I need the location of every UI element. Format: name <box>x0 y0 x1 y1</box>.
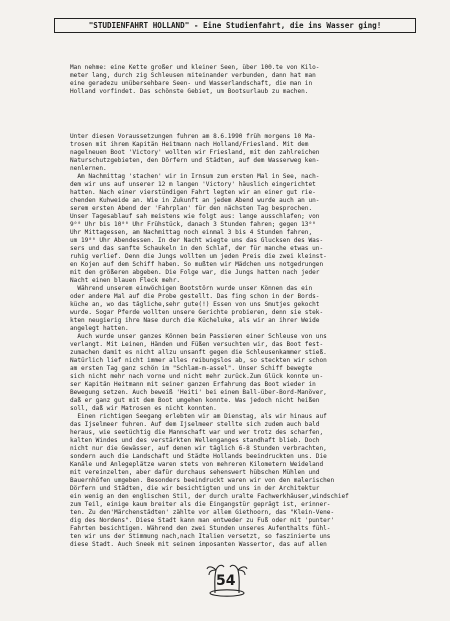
text-line: ten. Zu den'Märchenstädten' zählte vor allem Giethoorn, das "Klein-Vene- <box>70 509 335 516</box>
text-line: en Kojen auf dem Schiff haben. So mußten wir Mädchen uns notgedrungen <box>70 261 324 268</box>
text-line: Man nehme: eine Kette großer und kleiner Seen, über 100.te von Kilo- <box>70 64 320 71</box>
text-line: Bewegung setzen. Auch beweiß 'Heiti' bei einem Ball-über-Bord-Manöver, <box>70 389 327 396</box>
text-line: chenden Kuhweide an. Wie in Zukunft an jedem Abend wurde auch an un- <box>70 197 320 204</box>
paragraph-gap <box>70 112 432 117</box>
text-line: Bauernhöfen umgeben. Besonders beeindruckt waren wir von den malerischen <box>70 477 335 484</box>
text-line: nagelneuen Boot 'Victory' wollten wir Friesland, mit den zahlreichen <box>70 149 320 156</box>
text-line: küche an, wo das tägliche,sehr gute(!) Essen von uns Smutjes gekocht <box>70 301 320 308</box>
text-line: meter lang, durch zig Schleusen miteinander verbunden, dann hat man <box>70 72 316 79</box>
text-line: serem ersten Abend der 'Fahrplan' für den nächsten Tag besprochen. <box>70 205 313 212</box>
text-line: Natürlich lief nicht immer alles reibungslos ab, so steckten wir schon <box>70 357 327 364</box>
text-line: kalten Windes und des verstärkten Wellenganges standhaft blieb. Doch <box>70 437 320 444</box>
text-line: mit vereinzelten, aber dafür durchaus sehenswert hübschen Mühlen und <box>70 469 320 476</box>
text-line: Einen richtigen Seegang erlebten wir am Dienstag, als wir hinaus auf <box>70 413 327 420</box>
text-line: oder andere Mal auf die Probe gestellt. Das fing schon in der Bords- <box>70 293 320 300</box>
text-line: ruhig verlief. Denn die Jungs wollten um jeden Preis die zwei kleinst- <box>70 253 327 260</box>
text-line: am ersten Tag ganz schön im "Schlam-m-assel". Unser Schiff bewegte <box>70 365 313 372</box>
text-line: Kanäle und Anlegeplätze waren stets von mehreren Kilometern Weideland <box>70 461 324 468</box>
text-line: hatten. Nach einer vierstündigen Fahrt legten wir an einer gut rie- <box>70 189 316 196</box>
text-line: Uhr Mittagessen, am Nachmittag noch einmal 3 bis 4 Stunden fahren, <box>70 229 313 236</box>
text-line: zum Teil, einige kaum breiter als die Eingangstür geprägt ist, erinner- <box>70 501 331 508</box>
text-line: Fahrten besichtigen. Während den zwei Stunden unseres Aufenthalts fühl- <box>70 525 331 532</box>
text-line: Holland vorfindet. Das schönste Gebiet, um Bootsurlaub zu machen. <box>70 88 309 95</box>
text-line: um 19⁰⁰ Uhr Abendessen. In der Nacht wiegte uns das Glucksen des Was- <box>70 237 324 244</box>
article-body <box>70 48 432 565</box>
text-line: Unser Tagesablauf sah meistens wie folgt aus: lange ausschlafen; von <box>70 213 320 220</box>
text-line: sondern auch die Landschaft und Städte Hollands beeindruckten uns. Die <box>70 453 327 460</box>
text-line: Naturschutzgebieten, den Dörfern und Städten, auf dem Wasserweg ken- <box>70 157 320 164</box>
text-line: dem wir uns auf unserer 12 m langen 'Victory' häuslich eingerichtet <box>70 181 316 188</box>
text-line: Unter diesen Voraussetzungen fuhren am 8.6.1990 früh morgens 10 Ma- <box>70 133 316 140</box>
paragraph-intro <box>70 64 432 96</box>
text-line: sich nicht mehr nach vorne und nicht mehr zurück.Zum Glück konnte un- <box>70 373 324 380</box>
text-line: Auch wurde unser ganzes Können beim Passieren einer Schleuse von uns <box>70 333 327 340</box>
text-line: dig des Nordens". Diese Stadt kann man entweder zu Fuß oder mit 'punter' <box>70 517 335 524</box>
text-line: eine geradezu unübersehbare Seen- und Wasserlandschaft, die man in <box>70 80 313 87</box>
text-line: ein wenig an den englischen Stil, der durch uralte Fachwerkhäuser,windschief <box>70 493 349 500</box>
page-number: 54 <box>216 573 236 589</box>
text-line: ten wir uns der Stimmung nach,nach Italien versetzt, so faszinierte uns <box>70 533 331 540</box>
text-line: heraus, wie seetüchtig die Mannschaft war und wer trotz des scharfen, <box>70 429 324 436</box>
text-line: verlangt. Mit Leinen, Händen und Füßen versuchten wir, das Boot fest- <box>70 341 324 348</box>
text-line: Am Nachmittag 'stachen' wir in Irnsum zum ersten Mal in See, nach- <box>70 173 320 180</box>
paragraph-main <box>70 133 432 549</box>
text-line: 9⁰⁰ Uhr bis 10⁰⁰ Uhr Frühstück, danach 3 Stunden fahren; gegen 13⁰⁰ <box>70 221 316 228</box>
text-line: ser Kapitän Heitmann mit seiner ganzen Erfahrung das Boot wieder in <box>70 381 316 388</box>
text-line: Nacht einen blauen Fleck mehr. <box>70 277 181 284</box>
text-line: diese Stadt. Auch Sneek mit seinem imposanten Wassertor, das auf allen <box>70 541 327 548</box>
page-header-title: "STUDIENFAHRT HOLLAND" - Eine Studienfahrt, die ins Wasser ging! <box>54 18 416 33</box>
text-line: soll, daß wir Matrosen es nicht konnten. <box>70 405 217 412</box>
text-line: kten neugierig ihre Nase durch die Kücheluke, als wir an ihrer Weide <box>70 317 320 324</box>
text-line: Während unserem einwöchigen Bootstörn wurde unser Können das ein <box>70 285 313 292</box>
text-line: das Ijselmeer fuhren. Auf dem Ijselmeer stellte sich zudem auch bald <box>70 421 320 428</box>
text-line: mit den größeren abgeben. Die Folge war, die Jungs hatten nach jeder <box>70 269 320 276</box>
text-line: nicht nur die Gewässer, auf denen wir täglich 6-8 Stunden verbrachten, <box>70 445 327 452</box>
text-line: nenlernen. <box>70 165 107 172</box>
text-line: trosen mit ihrem Kapitän Heitmann nach Holland/Friesland. Mit dem <box>70 141 309 148</box>
text-line: Dörfern und Städten, die wir besichtigten und uns in der Architektur <box>70 485 320 492</box>
text-line: daß er ganz gut mit dem Boot umgehen konnte. Was jedoch nicht heißen <box>70 397 320 404</box>
text-line: angelegt hatten. <box>70 325 129 332</box>
text-line: zumachen damit es nicht allzu unsanft gegen die Schleusenkammer stieß. <box>70 349 327 356</box>
text-line: wurde. Sogar Pferde wollten unsere Gerichte probieren, denn sie stek- <box>70 309 324 316</box>
text-line: sers und das sanfte Schaukeln in den Schlaf, der für manche etwas un- <box>70 245 324 252</box>
